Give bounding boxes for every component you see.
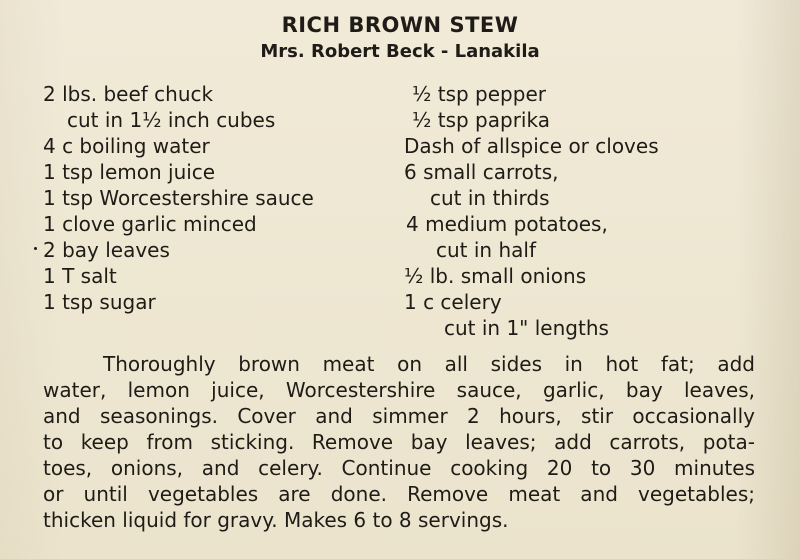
instruction-line: toes, onions, and celery. Continue cooking 20 to 30 minutes <box>43 456 755 480</box>
ingredient-item: 6 small carrots, <box>404 160 559 184</box>
ingredient-item: 4 c boiling water <box>43 134 210 158</box>
ingredient-item: cut in 1½ inch cubes <box>67 108 276 132</box>
recipe-instructions <box>43 351 755 533</box>
ingredient-item: 1 c celery <box>404 290 502 314</box>
instruction-line: to keep from sticking. Remove bay leaves; add carrots, pota- <box>43 430 755 454</box>
ingredient-item: 2 bay leaves <box>43 238 170 262</box>
instruction-line: water, lemon juice, Worcestershire sauce, garlic, bay leaves, <box>43 378 755 402</box>
ingredient-item: 1 T salt <box>43 264 117 288</box>
print-speck <box>34 247 37 250</box>
ingredient-item: ½ tsp paprika <box>412 108 550 132</box>
ingredient-item: 1 clove garlic minced <box>43 212 257 236</box>
ingredient-item: 1 tsp Worcestershire sauce <box>43 186 314 210</box>
ingredient-item: 1 tsp sugar <box>43 290 156 314</box>
instruction-line: Thoroughly brown meat on all sides in hot fat; add <box>103 352 755 376</box>
ingredient-item: ½ tsp pepper <box>412 82 546 106</box>
recipe-author: Mrs. Robert Beck - Lanakila <box>260 41 540 62</box>
ingredient-item: ½ lb. small onions <box>404 264 587 288</box>
ingredient-item: 2 lbs. beef chuck <box>43 82 214 106</box>
ingredients-right-column <box>404 81 659 341</box>
ingredient-item: cut in 1" lengths <box>444 316 609 340</box>
instruction-line: thicken liquid for gravy. Makes 6 to 8 servings. <box>43 508 509 532</box>
ingredient-item: Dash of allspice or cloves <box>404 134 659 158</box>
instruction-line: and seasonings. Cover and simmer 2 hours, stir occasionally <box>43 404 755 428</box>
ingredients-left-column <box>43 81 314 315</box>
ingredient-item: 1 tsp lemon juice <box>43 160 216 184</box>
instruction-line: or until vegetables are done. Remove meat and vegetables; <box>43 482 755 506</box>
ingredient-item: cut in half <box>436 238 536 262</box>
recipe-title: RICH BROWN STEW <box>281 13 519 37</box>
ingredient-item: 4 medium potatoes, <box>406 212 608 236</box>
ingredient-item: cut in thirds <box>430 186 550 210</box>
